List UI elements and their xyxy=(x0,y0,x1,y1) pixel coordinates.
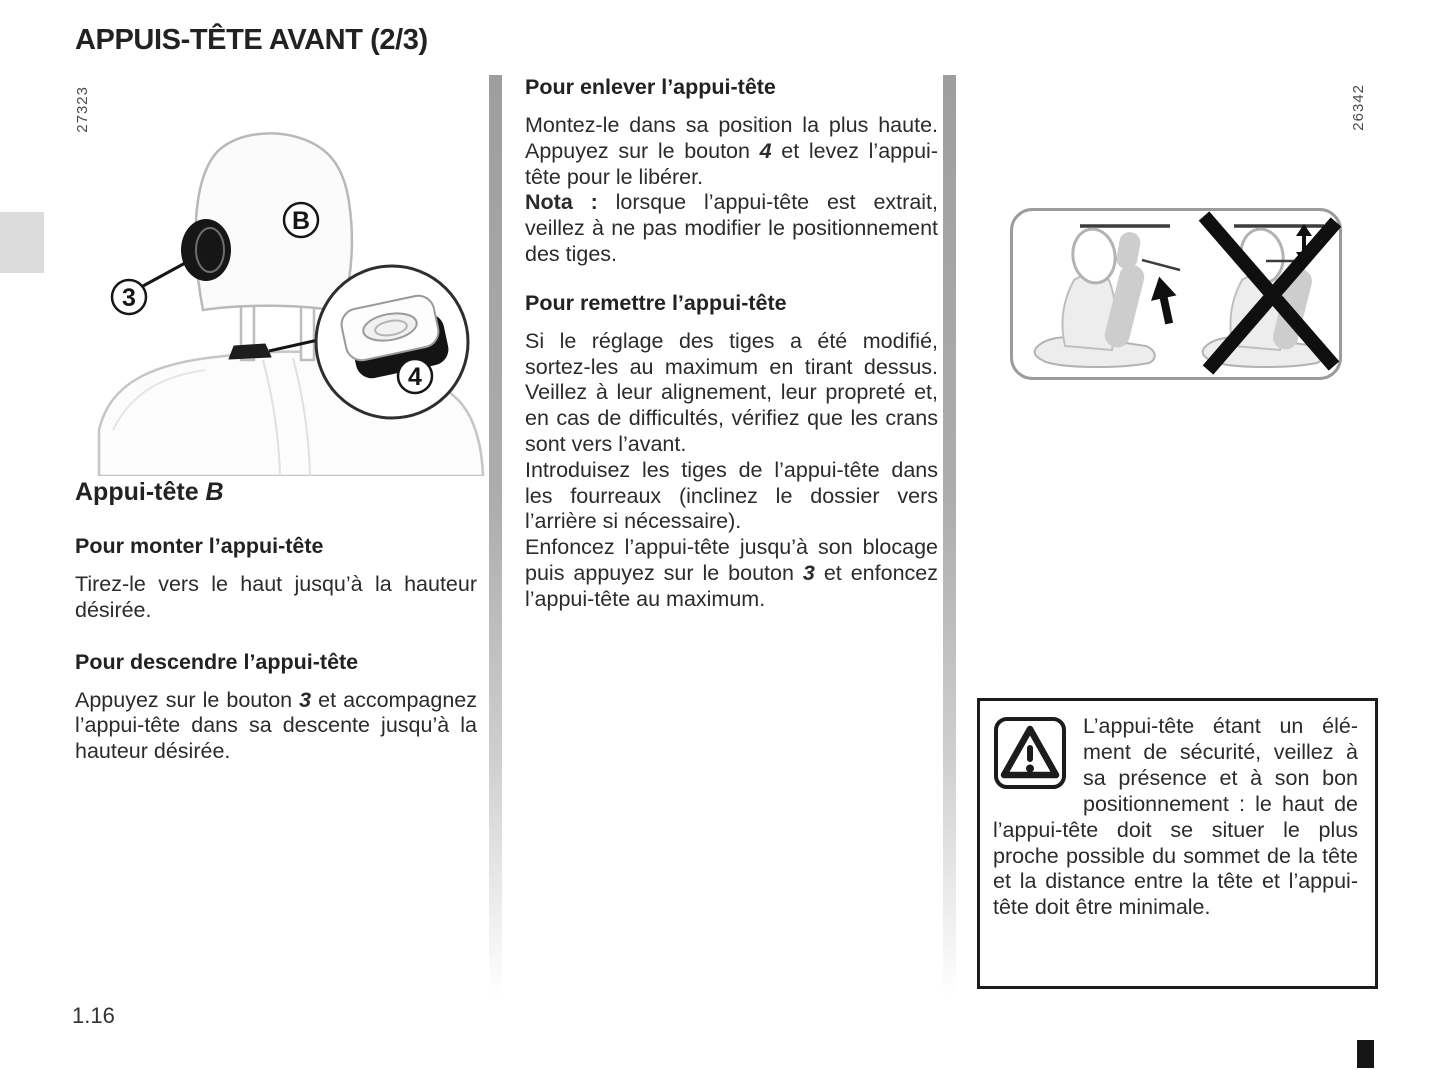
refit-headrest-heading: Pour remettre l’appui-tête xyxy=(525,290,787,315)
callout-label-4: 4 xyxy=(408,363,422,391)
headrest-button-3 xyxy=(181,219,231,281)
text-segment: et levez l’appui-tête pour le libérer. xyxy=(525,138,938,189)
safety-warning-text: L’appui-tête étant un élément de sécurité, veillez à sa présence et à son bon positionnement : le haut de l’appui-tête doit se situer le plus proche possible du sommet de la tête et la distance entre la tête et l’appui-tête doit être minimale. xyxy=(993,714,1358,920)
text-segment: lorsque l’appui-tête est extrait, veillez à ne pas modifier le positionnement des tiges. xyxy=(525,190,938,266)
figure-code-left: 27323 xyxy=(74,86,91,133)
left-text-column xyxy=(75,478,477,765)
text-segment: Appuyez sur le bouton xyxy=(75,687,300,712)
headrest-cushion xyxy=(196,133,352,312)
button-3-ref: 3 xyxy=(802,560,815,585)
remove-headrest-heading: Pour enlever l’appui-tête xyxy=(525,75,776,99)
nota-paragraph xyxy=(525,190,938,267)
callout-3 xyxy=(112,262,187,314)
page-title: APPUIS-TÊTE AVANT (2/3) xyxy=(75,24,428,56)
refit-headrest-paragraph-1: Si le réglage des tiges a été modifié, sortez-les au maximum en tirant dessus. Veillez à leur alignement, leur propreté et, en cas de difficultés, vérifiez que les crans sont vers l’avant. xyxy=(525,328,938,456)
callout-b xyxy=(284,203,318,237)
headrest-illustration xyxy=(95,128,487,476)
callout-label-3: 3 xyxy=(122,284,136,312)
section-corner-marker xyxy=(1357,1040,1374,1068)
middle-text-column xyxy=(525,75,938,613)
section-tab-marker xyxy=(0,212,44,273)
column-divider-left xyxy=(489,75,502,1025)
warning-triangle-icon xyxy=(993,716,1067,790)
text-segment: Montez-le dans sa position la plus haute. Appuyez sur le bouton xyxy=(525,113,938,163)
safety-warning-box xyxy=(977,698,1378,989)
text-segment: et accompagnez l’appui-tête dans sa descente jusqu’à la hauteur désirée. xyxy=(75,687,477,764)
seat-position-illustration xyxy=(1008,206,1344,382)
lower-headrest-paragraph xyxy=(75,688,477,765)
page-number: 1.16 xyxy=(72,1003,115,1028)
nota-label: Nota : xyxy=(525,190,598,215)
rod-collar xyxy=(229,344,271,359)
callout-label-b: B xyxy=(291,207,311,235)
refit-headrest-paragraph-3 xyxy=(525,535,938,612)
text-segment: Appui-tête xyxy=(75,478,206,506)
headrest-letter-b: B xyxy=(205,478,224,506)
callout-4 xyxy=(398,359,432,393)
button-3-ref: 3 xyxy=(299,687,312,712)
button-4-ref: 4 xyxy=(759,138,772,163)
raise-headrest-heading: Pour monter l’appui-tête xyxy=(75,534,324,558)
headrest-b-heading xyxy=(75,478,477,507)
remove-headrest-paragraph xyxy=(525,113,938,190)
column-divider-right xyxy=(943,75,956,1025)
text-segment: et enfoncez l’appui-tête au maximum. xyxy=(525,560,938,611)
lower-headrest-heading: Pour descendre l’appui-tête xyxy=(75,649,359,674)
text-segment: Enfoncez l’appui-tête jusqu’à son blocage puis appuyez sur le bouton xyxy=(525,535,938,585)
raise-headrest-paragraph: Tirez-le vers le haut jusqu’à la hauteur désirée. xyxy=(75,572,477,622)
refit-headrest-paragraph-2: Introduisez les tiges de l’appui-tête dans les fourreaux (inclinez le dossier vers l’arrière si nécessaire). xyxy=(525,457,938,534)
figure-code-right: 26342 xyxy=(1350,84,1367,131)
magnifier-inset xyxy=(316,266,468,418)
